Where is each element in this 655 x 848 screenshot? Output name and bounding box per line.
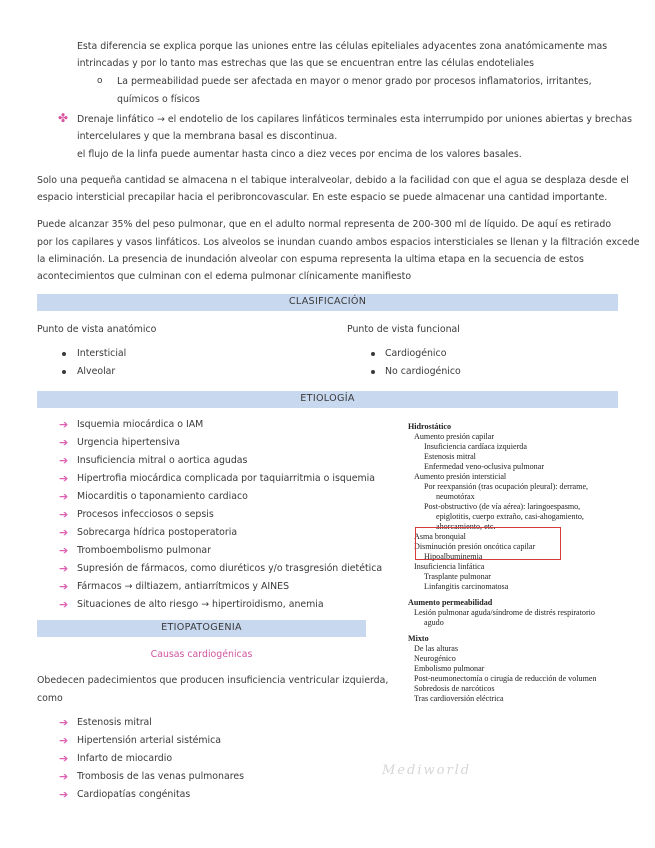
- list-item: Miocarditis o taponamiento cardiaco: [77, 491, 248, 502]
- table-row: neumotórax: [436, 492, 475, 501]
- arrow-bullet-icon: ➔: [59, 454, 69, 467]
- drain-line: intercelulares y que la membrana basal es discontinua.: [77, 131, 338, 142]
- paragraph-line: por los capilares y vasos linfáticos. Los alveolos se inundan cuando ambos espacios intersticiales se llenan y la filtración excede: [37, 237, 640, 248]
- table-heading: Mixto: [408, 634, 429, 643]
- arrow-bullet-icon: ➔: [59, 436, 69, 449]
- watermark: Mediworld: [382, 763, 472, 778]
- list-item: Supresión de fármacos, como diuréticos y/o trasgresión dietética: [77, 563, 383, 574]
- drain-line: Drenaje linfático → el endotelio de los capilares linfáticos terminales esta interrumpido por uniones abiertas y brechas: [77, 114, 633, 125]
- table-row: De las alturas: [414, 644, 459, 653]
- list-item: Cardiopatías congénitas: [77, 789, 191, 800]
- list-item: Procesos infecciosos o sepsis: [77, 509, 214, 520]
- arrow-bullet-icon: ➔: [59, 472, 69, 485]
- section-header-label: CLASIFICACIÓN: [288, 296, 367, 307]
- arrow-bullet-icon: ➔: [59, 580, 69, 593]
- paragraph-line: la eliminación. La presencia de inundación alveolar con espuma representa la ultima etapa en la secuencia de estos: [37, 254, 584, 265]
- table-heading: Aumento permeabilidad: [408, 598, 493, 607]
- table-row: Lesión pulmonar aguda/síndrome de distrés respiratorio: [414, 608, 595, 617]
- intro-line: intrincadas y por lo tanto mas estrechas que las que se encuentran entre las células endoteliales: [77, 58, 534, 69]
- right-column-title: Punto de vista funcional: [347, 324, 460, 335]
- paragraph-line: espacio intersticial precapilar hacia el peribroncovascular. En este espacio se puede almacenar una cantidad importante.: [37, 192, 608, 203]
- flower-bullet-icon: ✤: [58, 111, 69, 125]
- arrow-bullet-icon: ➔: [59, 562, 69, 575]
- list-item: Hipertrofia miocárdica complicada por taquiarritmia o isquemia: [77, 473, 375, 484]
- table-row: Linfangitis carcinomatosa: [424, 582, 509, 591]
- table-heading: Hidrostático: [408, 422, 452, 431]
- table-row: Aumento presión intersticial: [414, 472, 507, 481]
- table-row: Insuficiencia cardíaca izquierda: [424, 442, 527, 451]
- section-header-clasificacion: [37, 294, 618, 311]
- list-item: Fármacos → diltiazem, antiarrítmicos y AINES: [77, 581, 290, 592]
- list-item: No cardiogénico: [385, 366, 461, 377]
- intro-line: Esta diferencia se explica porque las uniones entre las células epiteliales adyacentes zona anatómicamente mas: [77, 41, 608, 52]
- list-item: Infarto de miocardio: [77, 753, 173, 764]
- section-header-etiologia: [37, 391, 618, 408]
- list-item: Cardiogénico: [385, 348, 447, 359]
- list-item: Estenosis mitral: [77, 717, 152, 728]
- arrow-bullet-icon: ➔: [59, 752, 69, 765]
- table-row: Insuficiencia linfática: [414, 562, 485, 571]
- paragraph-line: acontecimientos que culminan con el edema pulmonar clínicamente manifiesto: [37, 271, 412, 282]
- subtitle-cardiogenic: Causas cardiogénicas: [150, 649, 253, 660]
- section-header-label: ETIOPATOGENIA: [161, 622, 242, 633]
- bullet-icon: [371, 370, 375, 374]
- arrow-bullet-icon: ➔: [59, 788, 69, 801]
- table-row: Trasplante pulmonar: [424, 572, 491, 581]
- list-item: Intersticial: [77, 348, 127, 359]
- list-item: Alveolar: [77, 366, 116, 377]
- sub-bullet-text: químicos o físicos: [117, 94, 200, 105]
- list-item: Urgencia hipertensiva: [77, 437, 180, 448]
- table-row: epiglotitis, cuerpo extraño, casi-ahogamiento,: [436, 512, 584, 521]
- list-item: Tromboembolismo pulmonar: [77, 545, 211, 556]
- bullet-icon: [371, 352, 375, 356]
- table-row: Hipoalbuminemia: [424, 552, 483, 561]
- arrow-bullet-icon: ➔: [59, 734, 69, 747]
- sub-bullet-text: La permeabilidad puede ser afectada en mayor o menor grado por procesos inflamatorios, irritantes,: [117, 76, 592, 87]
- paragraph-line: Solo una pequeña cantidad se almacena n el tabique interalveolar, debido a la facilidad con que el agua se desplaza desde el: [37, 175, 629, 186]
- left-column-title: Punto de vista anatómico: [37, 324, 157, 335]
- arrow-bullet-icon: ➔: [59, 418, 69, 431]
- list-item: Trombosis de las venas pulmonares: [77, 771, 245, 782]
- table-row: Neurogénico: [414, 654, 456, 663]
- table-row: Disminución presión oncótica capilar: [414, 542, 536, 551]
- bullet-icon: [62, 370, 66, 374]
- bullet-icon: [62, 352, 66, 356]
- paragraph-line: Puede alcanzar 35% del peso pulmonar, que en el adulto normal representa de 200-300 ml de líquido. De aquí es retirado: [37, 219, 612, 230]
- section-header-label: ETIOLOGÍA: [300, 393, 355, 404]
- arrow-bullet-icon: ➔: [59, 508, 69, 521]
- arrow-bullet-icon: ➔: [59, 716, 69, 729]
- table-row: Embolismo pulmonar: [414, 664, 485, 673]
- intro-text: como: [37, 693, 63, 704]
- intro-text: Obedecen padecimientos que producen insuficiencia ventricular izquierda,: [37, 675, 389, 686]
- list-item: Situaciones de alto riesgo → hipertiroidismo, anemia: [77, 599, 324, 610]
- table-row: Aumento presión capilar: [414, 432, 495, 441]
- list-item: Sobrecarga hídrica postoperatoria: [77, 527, 238, 538]
- arrow-bullet-icon: ➔: [59, 544, 69, 557]
- table-row: agudo: [424, 618, 444, 627]
- list-item: Isquemia miocárdica o IAM: [77, 419, 204, 430]
- highlight-box: [415, 527, 561, 560]
- table-row: Post-obstructivo (de vía aérea): laringoespasmo,: [424, 502, 581, 511]
- table-row: ahorcamiento, etc.: [436, 522, 496, 531]
- table-row: Estenosis mitral: [424, 452, 476, 461]
- table-row: Asma bronquial: [414, 532, 466, 541]
- table-row: Tras cardioversión eléctrica: [414, 694, 504, 703]
- table-row: Sobredosis de narcóticos: [414, 684, 495, 693]
- arrow-bullet-icon: ➔: [59, 490, 69, 503]
- table-row: Post-neumonectomía o cirugía de reducción de volumen: [414, 674, 597, 683]
- drain-line: el flujo de la linfa puede aumentar hasta cinco a diez veces por encima de los valores basales.: [77, 149, 522, 160]
- table-row: Por reexpansión (tras ocupación pleural): derrame,: [424, 482, 589, 491]
- table-row: Enfermedad veno-oclusiva pulmonar: [424, 462, 545, 471]
- circle-bullet-icon: o: [97, 76, 103, 86]
- list-item: Hipertensión arterial sistémica: [77, 735, 222, 746]
- section-header-etiopatogenia: [37, 620, 366, 637]
- list-item: Insuficiencia mitral o aortica agudas: [77, 455, 248, 466]
- arrow-bullet-icon: ➔: [59, 770, 69, 783]
- arrow-bullet-icon: ➔: [59, 526, 69, 539]
- arrow-bullet-icon: ➔: [59, 598, 69, 611]
